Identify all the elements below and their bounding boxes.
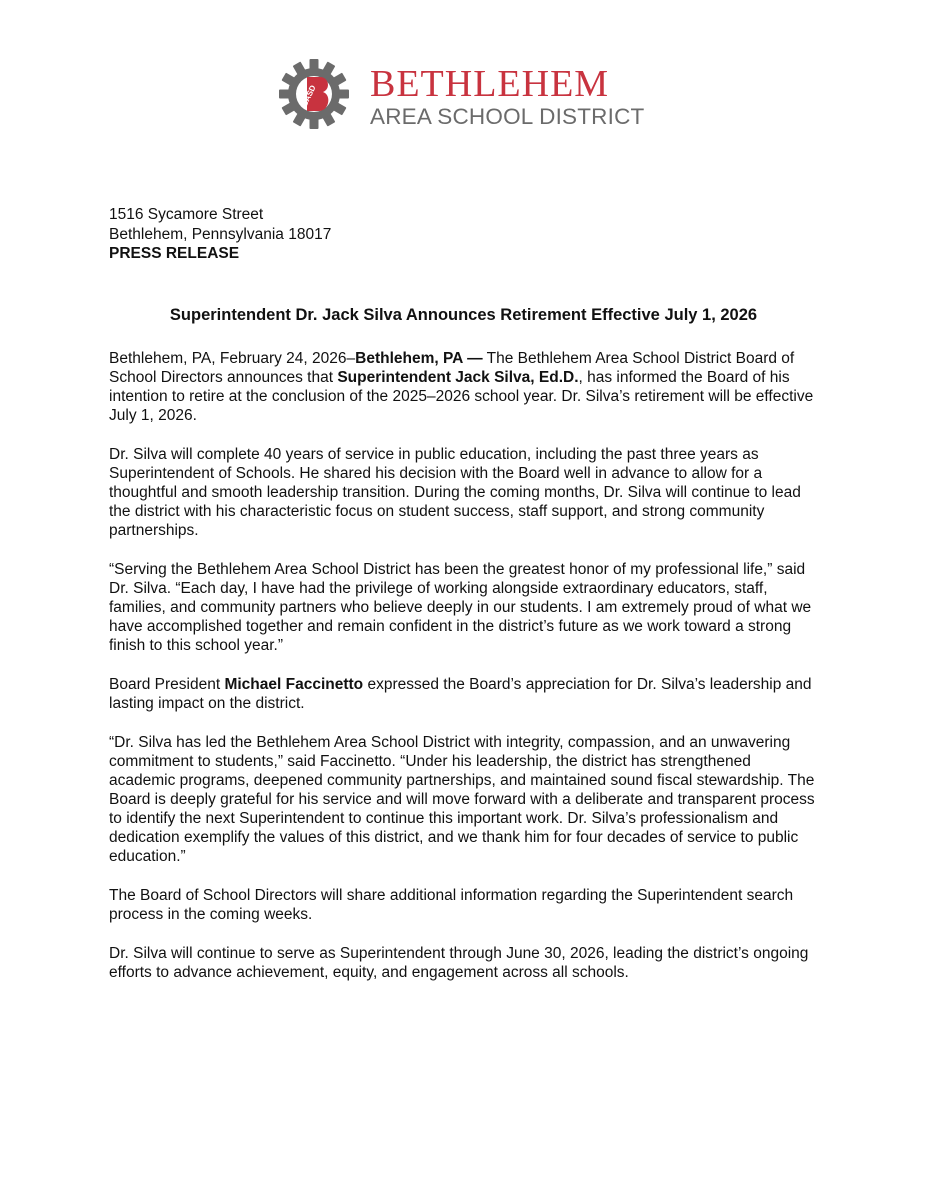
logo-subtitle: AREA SCHOOL DISTRICT	[370, 104, 645, 129]
paragraph-silva-quote: “Serving the Bethlehem Area School District has been the greatest honor of my professional life,” said Dr. Silva. “Each day, I have had the privilege of working alongside extraordinary educators, staff, families, and community partners who believe deeply in our students. I am extremely proud of what we have accomplished together and remain confident in the district’s future as we work toward a strong finish to this school year.”	[109, 561, 812, 655]
paragraph-service: Dr. Silva will complete 40 years of service in public education, including the past three years as Superintendent of Schools. He shared his decision with the Board well in advance to allow for a thoughtful and smooth leadership transition. During the coming months, Dr. Silva will continue to lead the district with his characteristic focus on student success, staff support, and strong community partnerships.	[109, 445, 801, 540]
district-logo	[278, 58, 658, 130]
gear-emblem-icon	[278, 58, 350, 130]
board-president-text-1: Board President	[109, 676, 225, 694]
address-city: Bethlehem, Pennsylvania 18017	[109, 225, 332, 243]
press-release-label: PRESS RELEASE	[109, 245, 240, 262]
paragraph-board-president	[109, 675, 821, 713]
logo-name: BETHLEHEM	[370, 63, 610, 105]
intro-text-2: , has informed the Board of his intention to retire at the conclusion of the 2025–2026 school year. Dr. Silva’s retirement will be effective July 1, 2026.	[109, 369, 814, 425]
intro-text-1: The Bethlehem Area School District Board of School Directors announces that	[109, 350, 795, 387]
paragraph-intro	[109, 349, 821, 425]
paragraph-closing: Dr. Silva will continue to serve as Superintendent through June 30, 2026, leading the district’s ongoing efforts to advance achievement, equity, and engagement across all schools.	[109, 944, 809, 981]
board-president-text-2: expressed the Board’s appreciation for Dr. Silva’s leadership and lasting impact on the district.	[109, 676, 812, 713]
paragraph-faccinetto-quote: “Dr. Silva has led the Bethlehem Area School District with integrity, compassion, and an unwavering commitment to students,” said Faccinetto. “Under his leadership, the district has strengthened academic programs, deepened community partnerships, and maintained sound fiscal stewardship. The Board is deeply grateful for his service and will move forward with a deliberate and transparent process to identify the next Superintendent to continue this important work. Dr. Silva’s professionalism and dedication exemplify the values of this district, and we thank him for four decades of service to public education.”	[109, 733, 815, 866]
dateline: Bethlehem, PA, February 24, 2026–	[109, 350, 356, 367]
logo-badge-text: BASD	[299, 83, 318, 109]
address-street: 1516 Sycamore Street	[109, 206, 264, 223]
superintendent-name: Superintendent Jack Silva, Ed.D.	[337, 369, 579, 387]
board-president-name: Michael Faccinetto	[224, 676, 364, 694]
paragraph-search-process: The Board of School Directors will share additional information regarding the Superintendent search process in the coming weeks.	[109, 887, 794, 924]
dateline-location: Bethlehem, PA —	[355, 350, 483, 367]
headline: Superintendent Dr. Jack Silva Announces Retirement Effective July 1, 2026	[169, 306, 758, 324]
article-body	[109, 349, 821, 1002]
address-block	[109, 205, 331, 264]
